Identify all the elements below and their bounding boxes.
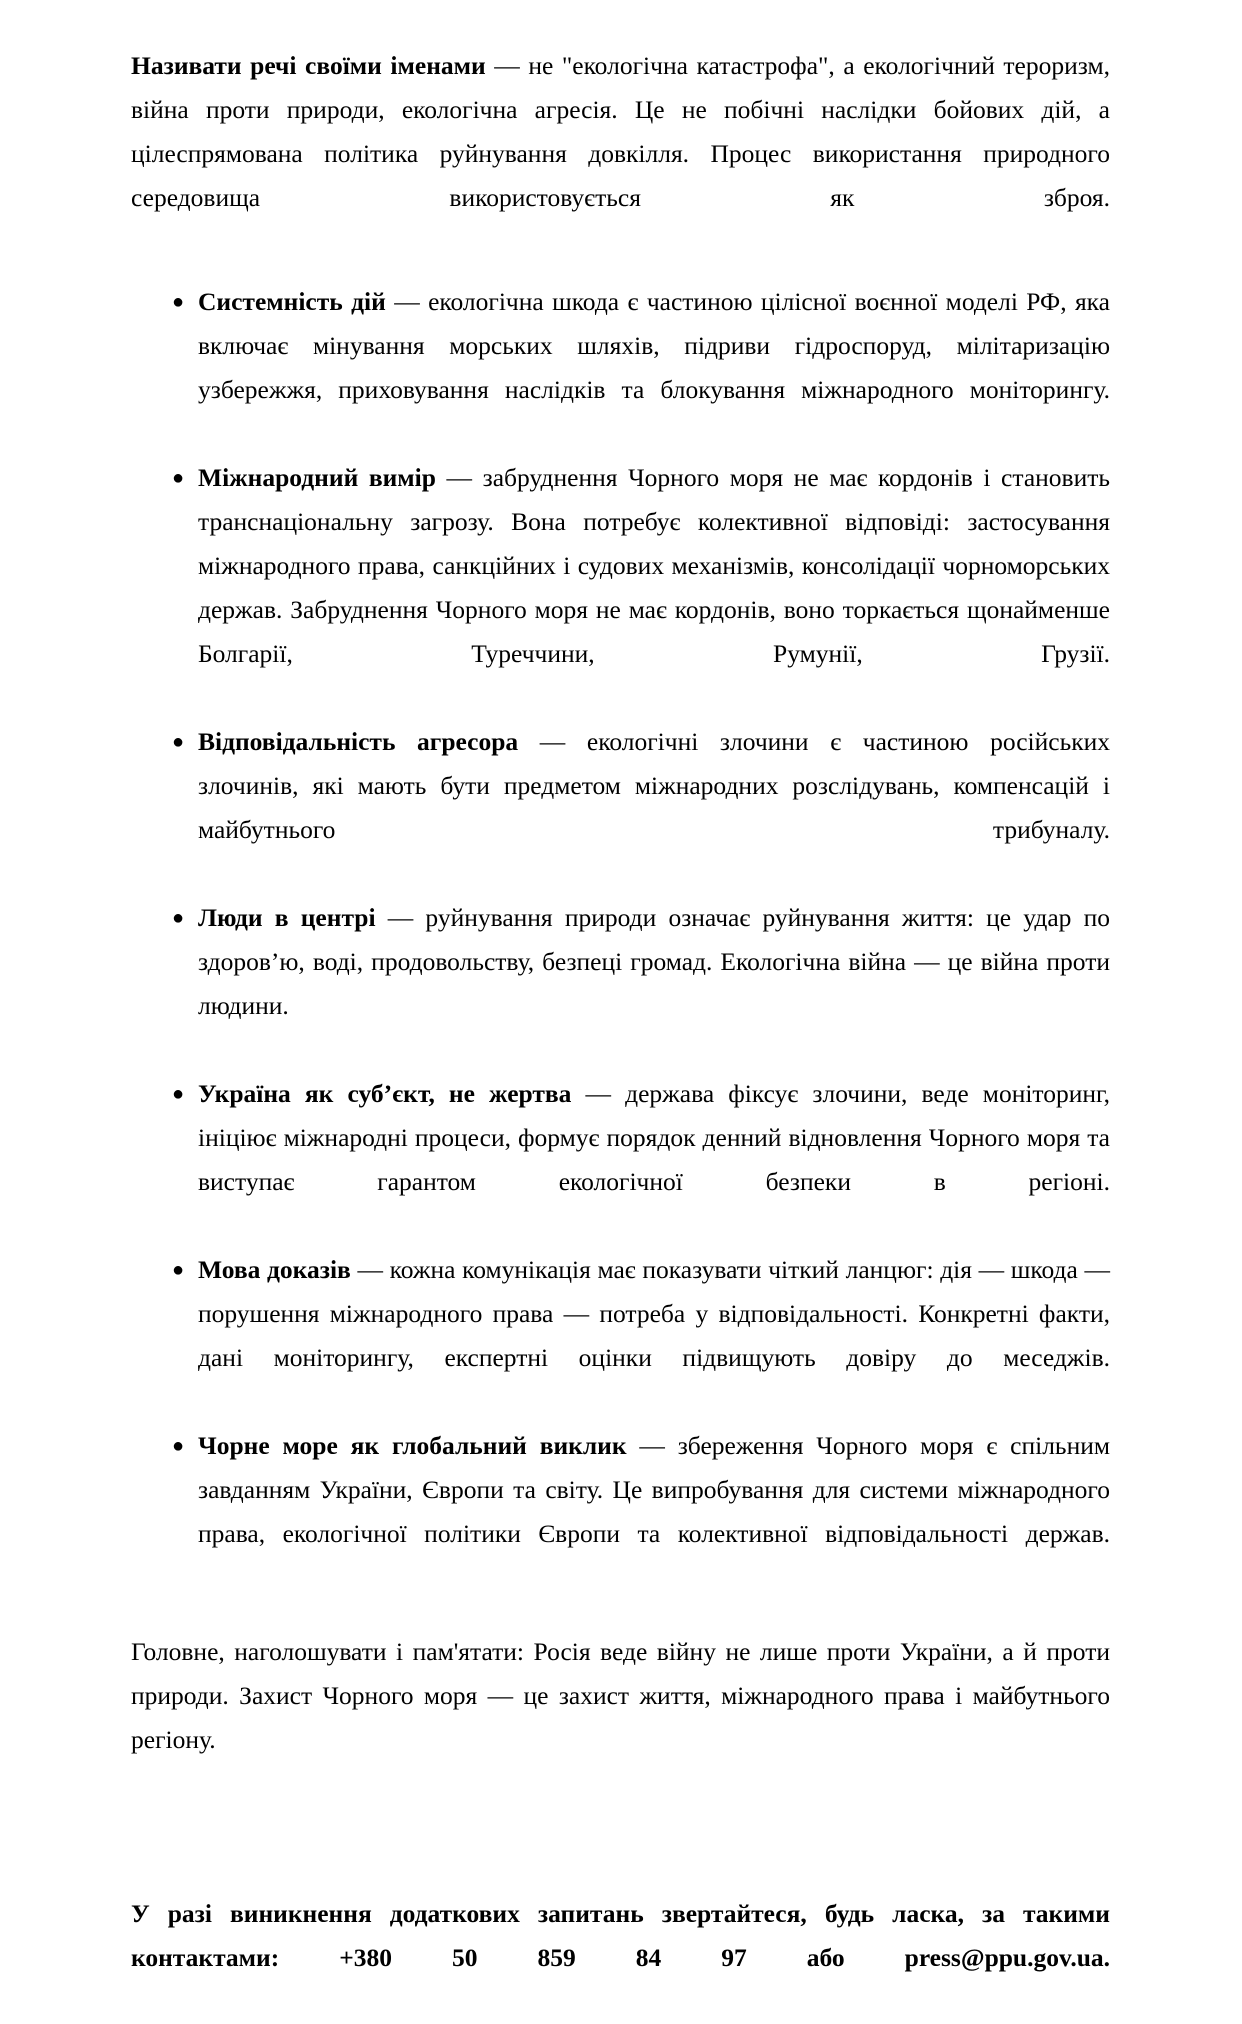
contacts-conjunction: або	[746, 1943, 905, 1972]
list-item-text: — кожна комунікація має показувати чіткий ланцюг: дія — шкода — порушення міжнародного права — потреба у відповідальності. Конкретні факти, дані моніторингу, експертні оцінки підвищують довіру до меседжів.	[198, 1255, 1110, 1372]
list-item	[131, 896, 1110, 1072]
bullet-dot-icon: ●	[171, 1259, 185, 1281]
list-item-text: — забруднення Чорного моря не має кордонів і становить транснаціональну загрозу. Вона потребує колективної відповіді: застосування міжнародного права, санкційних і судових механізмів, консолідації чорноморських держав. Забруднення Чорного моря не має кордонів, воно торкається щонайменше Болгарії, Туреччини, Румунії, Грузії.	[198, 463, 1110, 668]
list-item-term: Мова доказів	[198, 1255, 351, 1284]
intro-paragraph	[131, 44, 1110, 264]
contact-phone[interactable]: +380 50 859 84 97	[339, 1943, 747, 1972]
list-item-term: Міжнародний вимір	[198, 463, 436, 492]
bullet-dot-icon: ●	[171, 467, 185, 489]
list-item	[131, 1424, 1110, 1600]
list-item	[131, 1248, 1110, 1424]
list-item-term: Відповідальність агресора	[198, 727, 519, 756]
list-item-term: Чорне море як глобальний виклик	[198, 1431, 627, 1460]
list-item-term: Люди в центрі	[198, 903, 376, 932]
bullet-dot-icon: ●	[171, 731, 185, 753]
intro-lead-bold: Називати речі своїми іменами	[131, 51, 486, 80]
contacts-label: контактами:	[131, 1943, 340, 1972]
bullet-dot-icon: ●	[171, 907, 185, 929]
bullet-dot-icon: ●	[171, 1435, 185, 1457]
key-messages-list	[131, 280, 1110, 1600]
list-item-term: Україна як суб’єкт, не жертва	[198, 1079, 572, 1108]
intro-lead-rest: — не "екологічна катастрофа", а екологічний тероризм, війна проти природи, екологічна агресія. Це не побічні наслідки бойових дій, а цілеспрямована політика руйнування довкілля. Процес використання природного середовища використовується як зброя.	[131, 51, 1110, 212]
list-item	[131, 720, 1110, 896]
list-item	[131, 456, 1110, 720]
list-item	[131, 1072, 1110, 1248]
list-item-text: — руйнування природи означає руйнування життя: це удар по здоров’ю, воді, продовольству, безпеці громад. Екологічна війна — це війна проти людини.	[198, 903, 1110, 1020]
list-item-text: — екологічні злочини є частиною російських злочинів, які мають бути предметом міжнародних розслідувань, компенсацій і майбутнього трибуналу.	[198, 727, 1110, 844]
list-item-text: — держава фіксує злочини, веде моніторинг, ініціює міжнародні процеси, формує порядок денний відновлення Чорного моря та виступає гарантом екологічної безпеки в регіоні.	[198, 1079, 1110, 1196]
closing-paragraph: Головне, наголошувати і пам'ятати: Росія веде війну не лише проти України, а й проти природи. Захист Чорного моря — це захист життя, міжнародного права і майбутнього регіону.	[131, 1637, 1110, 1754]
list-item	[131, 280, 1110, 456]
list-item-term: Системність дій	[198, 287, 386, 316]
list-item-text: — екологічна шкода є частиною цілісної воєнної моделі РФ, яка включає мінування морських шляхів, підриви гідроспоруд, мілітаризацію узбережжя, приховування наслідків та блокування міжнародного моніторингу.	[198, 287, 1111, 404]
contacts-paragraph	[131, 1892, 1110, 2024]
contacts-intro-line: У разі виникнення додаткових запитань звертайтеся, будь ласка, за такими	[131, 1899, 1110, 1928]
bullet-dot-icon: ●	[171, 291, 185, 313]
bullet-dot-icon: ●	[171, 1083, 185, 1105]
list-item-text: — збереження Чорного моря є спільним завданням України, Європи та світу. Це випробування для системи міжнародного права, екологічної політики Європи та колективної відповідальності держав.	[198, 1431, 1110, 1548]
contact-email[interactable]: press@ppu.gov.ua.	[904, 1943, 1111, 1972]
